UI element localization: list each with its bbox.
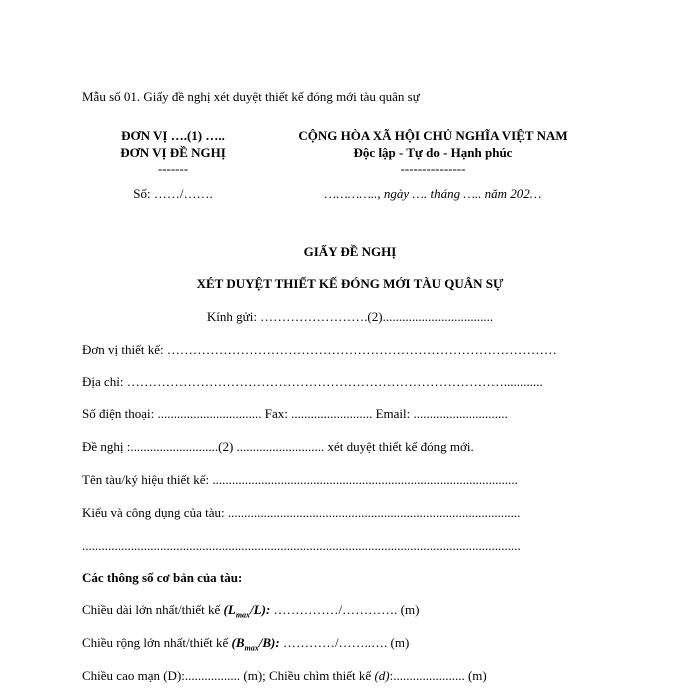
design-unit-field: Đơn vị thiết kế: ………………………………………………………………………………	[82, 342, 557, 357]
right-header-rule: ---------------	[400, 161, 466, 176]
spec-length-symbol: $(L_{max}/L)$:	[223, 602, 271, 620]
national-motto: Độc lập - Tự do - Hạnh phúc	[353, 145, 513, 160]
spec-width-symbol: $(B_{max}/B)$:	[231, 635, 280, 653]
date-line: ………….., ngày …. tháng ….. năm 202…	[324, 186, 542, 201]
spec-height-label: Chiều cao mạn (D):................. (m); Chiều chìm thiết kế	[82, 668, 375, 683]
document-subtitle: XÉT DUYỆT THIẾT KẾ ĐÓNG MỚI TÀU QUÂN SỰ	[196, 276, 504, 291]
ship-name-field: Tên tàu/ký hiệu thiết kế: ..............................................................................................	[82, 472, 518, 487]
spec-length-value: ……………/…………. (m)	[270, 602, 420, 617]
request-field: Đề nghị :...........................(2) ........................... xét duyệt thiết kế đóng mới.	[82, 439, 474, 454]
spec-height-value: :...................... (m)	[389, 668, 487, 683]
document-title: GIẤY ĐỀ NGHỊ	[303, 244, 397, 259]
spec-draft-symbol: (d)	[374, 668, 390, 683]
document-number: Số: ……/…….	[133, 186, 213, 201]
spec-length-label: Chiều dài lớn nhất/thiết kế	[82, 602, 224, 617]
contact-field: Số điện thoại: ................................ Fax: ......................... Email: .............................	[82, 406, 508, 421]
spec-width-value: …………/……..…. (m)	[279, 635, 410, 650]
ship-type-continuation: .......................................................................................................................................	[82, 538, 521, 553]
spec-height-line	[82, 668, 487, 684]
form-caption: Mẫu số 01. Giấy đề nghị xét duyệt thiết kế đóng mới tàu quân sự	[82, 89, 420, 104]
specs-heading: Các thông số cơ bản của tàu:	[82, 570, 243, 585]
issuing-unit-line: ĐƠN VỊ ….(1) …..	[121, 128, 225, 143]
recipient-line: Kính gửi: …………………….(2)..................................	[206, 309, 494, 324]
ship-type-field: Kiểu và công dụng của tàu: ..........................................................................................	[82, 505, 521, 520]
national-title: CỘNG HÒA XÃ HỘI CHỦ NGHĨA VIỆT NAM	[298, 128, 568, 143]
spec-width-line	[82, 635, 409, 657]
requesting-unit-line: ĐƠN VỊ ĐỀ NGHỊ	[120, 145, 226, 160]
spec-length-line	[82, 602, 419, 624]
left-header-rule: -------	[157, 161, 189, 176]
spec-width-label: Chiều rộng lớn nhất/thiết kế	[82, 635, 232, 650]
address-field: Địa chỉ: ……………………………………………………………………………............	[82, 374, 543, 389]
